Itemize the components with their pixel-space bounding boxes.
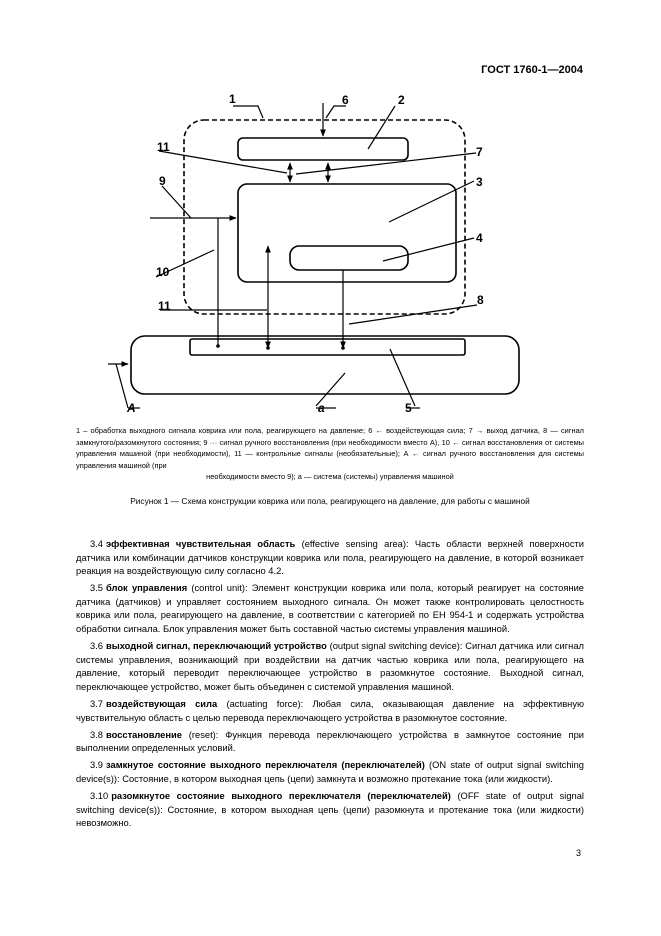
paragraph-3-4 — [76, 538, 584, 579]
output-switching-device — [190, 339, 465, 355]
legend-line-2: необходимости вместо 9); а — система (системы) управления машиной — [206, 472, 454, 482]
paragraph-number: 3.4 — [90, 539, 103, 549]
paragraph-3-7 — [76, 698, 584, 725]
paragraph-3-5 — [76, 582, 584, 636]
paragraph-term: воздействующая сила — [106, 699, 218, 710]
callout-11-top: 11 — [157, 140, 170, 154]
figure-caption: Рисунок 1 — Схема конструкции коврика или пола, реагирующего на давление, для работы с машиной — [130, 496, 530, 506]
signal-processing — [290, 246, 408, 270]
callout-1: 1 — [229, 92, 236, 106]
paragraph-number: 3.5 — [90, 583, 103, 594]
paragraph-3-9 — [76, 759, 584, 786]
paragraph-term: эффективная чувствительная область — [106, 539, 296, 549]
paragraph-term: замкнутое состояние выходного переключателя (переключателей) — [106, 760, 425, 771]
paragraph-term: блок управления — [106, 583, 188, 594]
callout-A: А — [127, 401, 136, 415]
paragraph-term: разомкнутое состояние выходного переключателя (переключателей) — [111, 791, 451, 802]
paragraph-term: выходной сигнал, переключающий устройство — [106, 641, 327, 652]
paragraph-3-8 — [76, 729, 584, 756]
callout-a: а — [318, 401, 325, 415]
sensor-element — [238, 138, 408, 160]
paragraph-text: (effective sensing area): Часть области верхней поверхности датчика или комбинации датчиков конструкции коврика или пола, реагирующего на давление, в которой возникает реакция на воздействующую силу согласно 4.2. — [76, 539, 585, 577]
callout-4: 4 — [476, 231, 483, 245]
callout-7: 7 — [476, 145, 483, 159]
paragraph-number: 3.9 — [90, 760, 103, 771]
callout-10: 10 — [156, 265, 170, 279]
paragraph-text: (actuating force): Любая сила, оказывающая давление на эффективную чувствительную область с целью перевода переключающего устройства в разомкнутое состояние. — [76, 699, 584, 723]
callout-9: 9 — [159, 174, 166, 188]
definitions-section — [76, 538, 584, 834]
paragraph-term: восстановление — [106, 729, 182, 740]
paragraph-text: (OFF state of output signal switching device(s)): Состояние, в котором выходная цепь (цепи) разомкнута и протекание тока (или жидкости) невозможно. — [76, 791, 585, 829]
callout-5: 5 — [405, 401, 412, 415]
pressure-mat-diagram — [0, 0, 661, 420]
page-number: 3 — [575, 848, 581, 858]
paragraph-3-6 — [76, 640, 584, 694]
paragraph-number: 3.6 — [90, 641, 103, 652]
control-unit — [238, 184, 456, 282]
paragraph-text: (ON state of output signal switching device(s)): Состояние, в котором выходная цепь (цепи) замкнута и возможно протекание тока (или жидкости). — [76, 760, 585, 784]
paragraph-3-10 — [76, 790, 584, 831]
callout-6: 6 — [342, 93, 349, 107]
callout-11-bottom: 11 — [158, 299, 171, 313]
document-header: ГОСТ 1760-1—2004 — [481, 64, 583, 76]
callout-3: 3 — [476, 175, 483, 189]
paragraph-text: (output signal switching device): Сигнал датчика или сигнал системы управления, возникающий при воздействии на датчик частью коврика или пола, реагирующего на давление, который переводит переключающее устройство в разомкнутое состояние. Выходной сигнал, переключающее устройство, может быть объединен с системой управления машиной. — [76, 641, 584, 692]
paragraph-number: 3.10 — [90, 791, 109, 802]
callout-2: 2 — [398, 93, 405, 107]
paragraph-number: 3.7 — [90, 699, 103, 710]
paragraph-text: (control unit): Элемент конструкции коврика или пола, который реагирует на состояние датчика (датчиков) и управляет состоянием выходного сигнала. Он может также контролировать целостность коврика или пола, реагирующего на давление, в соответствии с категорией по ЕН 954-1 и содержать устройства обработки сигнала. Блок управления может быть составной частью системы управления машиной. — [76, 583, 584, 635]
paragraph-text: (reset): Функция перевода переключающего устройства в замкнутое состояние при выполнении определенных условий. — [76, 729, 584, 754]
paragraph-number: 3.8 — [90, 729, 103, 740]
callout-8: 8 — [477, 293, 484, 307]
mat-boundary-dashed — [184, 120, 465, 314]
legend-line-1: 1 – обработка выходного сигнала коврика или пола, реагирующего на давление; 6 ← воздействующая сила; 7 → выход датчика, 8 — сигнал замкнутого/разомкнутого состояния; 9 ··· сигнал ручного восстановления (при необходимости вместо А), 10 ← сигнал восстановления от системы управления машиной (при необходимости), 11 — контрольные сигналы (необязательные); А ← сигнал ручного восстановления для системы управления машиной (при — [76, 426, 584, 470]
figure-legend — [76, 425, 584, 483]
